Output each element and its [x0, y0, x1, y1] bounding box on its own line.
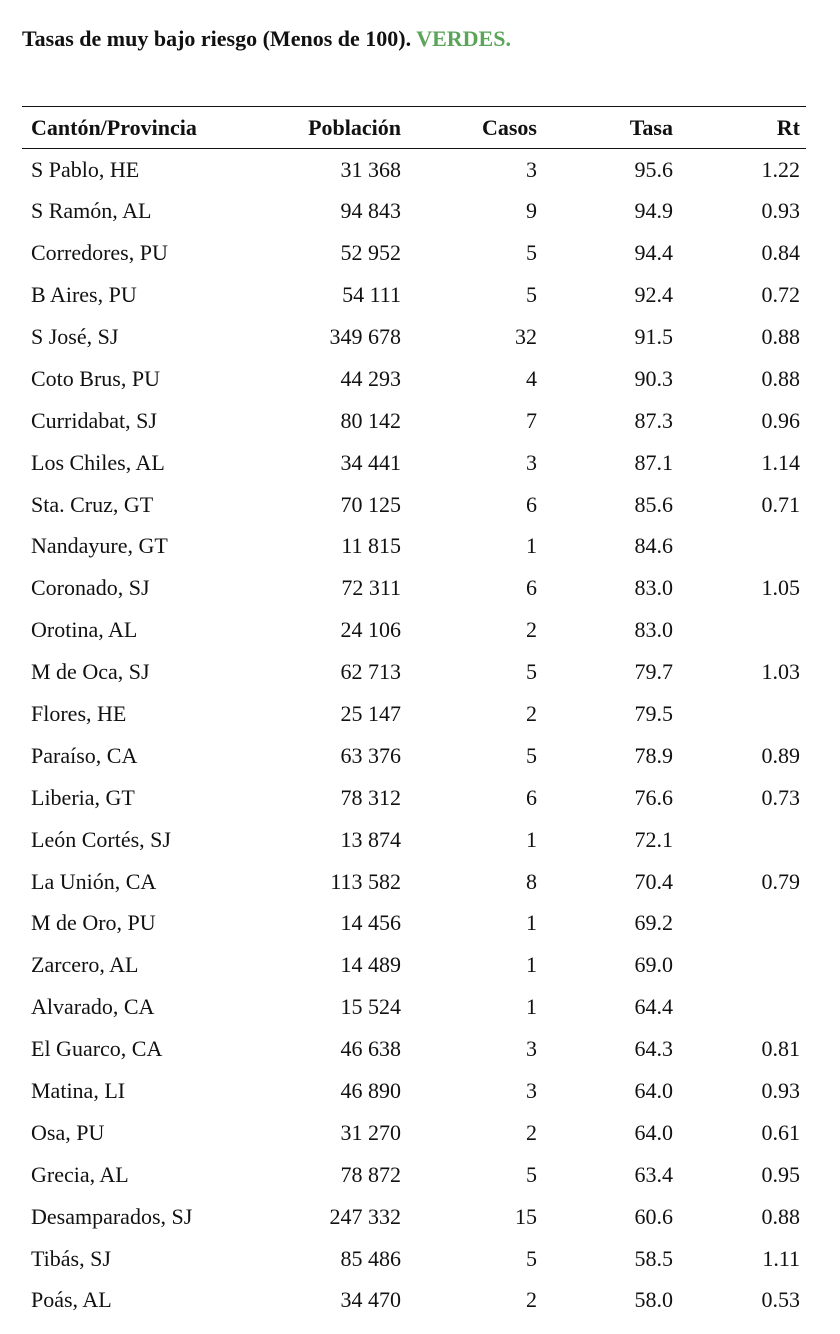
cell-rt: 0.79: [761, 868, 800, 894]
cell-tasa: 69.0: [634, 952, 673, 978]
cell-rt: 0.88: [761, 365, 800, 391]
cell-tasa: 63.4: [634, 1161, 673, 1187]
table-row: [22, 1154, 806, 1196]
cell-canton: M de Oro, PU: [31, 910, 156, 936]
cell-canton: Desamparados, SJ: [31, 1203, 193, 1229]
cell-casos: 1: [526, 910, 537, 936]
cell-rt: 1.11: [762, 1245, 800, 1271]
table-row: [22, 651, 806, 693]
cell-poblacion: 34 470: [340, 1287, 401, 1313]
cell-poblacion: 31 270: [340, 1119, 401, 1145]
cell-canton: M de Oca, SJ: [31, 659, 150, 685]
cell-poblacion: 113 582: [330, 868, 401, 894]
cell-tasa: 58.5: [634, 1245, 673, 1271]
cell-canton: Curridabat, SJ: [31, 407, 157, 433]
cell-rt: [673, 609, 806, 651]
cell-poblacion: 78 312: [340, 784, 401, 810]
cell-canton: La Unión, CA: [31, 868, 157, 894]
header-tasa: Tasa: [537, 107, 673, 149]
cell-casos: 5: [526, 659, 537, 685]
cell-rt: 0.88: [761, 1203, 800, 1229]
table-row: [22, 1238, 806, 1280]
cell-tasa: 85.6: [634, 491, 673, 517]
cell-rt: [673, 819, 806, 861]
header-poblacion: Población: [263, 107, 401, 149]
cell-casos: 5: [526, 742, 537, 768]
cell-tasa: 84.6: [634, 533, 673, 559]
cell-tasa: 72.1: [634, 826, 673, 852]
table-row: [22, 1028, 806, 1070]
cell-rt: 0.89: [761, 742, 800, 768]
cell-canton: Nandayure, GT: [31, 533, 168, 559]
cell-poblacion: 44 293: [340, 365, 401, 391]
cell-tasa: 64.0: [634, 1119, 673, 1145]
cell-casos: 3: [526, 1078, 537, 1104]
table-row: [22, 484, 806, 526]
cell-poblacion: 72 311: [341, 575, 401, 601]
cell-canton: Osa, PU: [31, 1119, 105, 1145]
table-row: [22, 526, 806, 568]
table-row: [22, 358, 806, 400]
cell-casos: 3: [526, 156, 537, 182]
cell-canton: S José, SJ: [31, 324, 119, 349]
cell-rt: 0.95: [761, 1161, 800, 1187]
table-row: [22, 609, 806, 651]
table-row: [22, 819, 806, 861]
title-highlight: VERDES.: [416, 26, 511, 51]
cell-tasa: 64.4: [634, 994, 673, 1020]
cell-canton: Los Chiles, AL: [31, 449, 165, 475]
cell-poblacion: 52 952: [340, 240, 401, 266]
cell-poblacion: 31 368: [340, 156, 401, 182]
cell-rt: 0.71: [761, 491, 800, 517]
cell-rt: 1.03: [761, 659, 800, 685]
cell-casos: 6: [526, 491, 537, 517]
cell-canton: Coronado, SJ: [31, 575, 150, 601]
cell-poblacion: 247 332: [329, 1203, 401, 1229]
header-casos: Casos: [401, 107, 537, 149]
cell-poblacion: 46 638: [340, 1036, 401, 1062]
cell-poblacion: 24 106: [340, 617, 401, 643]
cell-poblacion: 14 489: [340, 952, 401, 978]
cell-tasa: 60.6: [634, 1203, 673, 1229]
table-row: [22, 693, 806, 735]
cell-canton: Poás, AL: [31, 1287, 112, 1313]
cell-rt: 0.81: [761, 1036, 800, 1062]
cell-tasa: 87.1: [634, 449, 673, 475]
cell-tasa: 94.4: [634, 240, 673, 266]
cell-tasa: 70.4: [634, 868, 673, 894]
table-row: [22, 735, 806, 777]
table-row: [22, 442, 806, 484]
cell-rt: [673, 986, 806, 1028]
cell-rt: 0.53: [761, 1287, 800, 1313]
cell-casos: 32: [515, 324, 537, 349]
cell-rt: [673, 526, 806, 568]
cell-casos: 3: [526, 1036, 537, 1062]
cell-tasa: 64.0: [634, 1078, 673, 1104]
cell-poblacion: 46 890: [340, 1078, 401, 1104]
cell-tasa: 90.3: [634, 365, 673, 391]
cell-canton: Grecia, AL: [31, 1161, 129, 1187]
cell-poblacion: 62 713: [340, 659, 401, 685]
cell-poblacion: 54 111: [342, 282, 401, 308]
table-row: [22, 777, 806, 819]
cell-poblacion: 78 872: [340, 1161, 401, 1187]
table-body: [22, 149, 806, 1322]
cell-canton: Flores, HE: [31, 701, 127, 727]
table-row: [22, 232, 806, 274]
cell-casos: 5: [526, 240, 537, 266]
cell-rt: 0.72: [761, 282, 800, 308]
cell-rt: 0.93: [761, 1078, 800, 1104]
cell-tasa: 91.5: [634, 324, 673, 349]
cell-tasa: 79.7: [634, 659, 673, 685]
cell-casos: 2: [526, 701, 537, 727]
cell-casos: 6: [526, 575, 537, 601]
table-row: [22, 400, 806, 442]
cell-casos: 8: [526, 868, 537, 894]
table-title: [22, 26, 511, 52]
cell-casos: 7: [526, 407, 537, 433]
table-row: [22, 1280, 806, 1322]
table-row: [22, 1112, 806, 1154]
cell-tasa: 92.4: [634, 282, 673, 308]
table-row: [22, 316, 806, 358]
cell-rt: 0.88: [761, 324, 800, 349]
cell-canton: S Ramón, AL: [31, 198, 152, 224]
cell-tasa: 69.2: [634, 910, 673, 936]
cell-canton: Alvarado, CA: [31, 994, 155, 1020]
cell-tasa: 58.0: [634, 1287, 673, 1313]
cell-casos: 15: [515, 1203, 537, 1229]
table-row: [22, 944, 806, 986]
cell-rt: 1.14: [761, 449, 800, 475]
cell-tasa: 78.9: [634, 742, 673, 768]
table-row: [22, 274, 806, 316]
cell-canton: Tibás, SJ: [31, 1245, 111, 1271]
cell-rt: 0.73: [761, 784, 800, 810]
cell-canton: Zarcero, AL: [31, 952, 139, 978]
table-row: [22, 1070, 806, 1112]
cell-poblacion: 13 874: [340, 826, 401, 852]
table-row: [22, 567, 806, 609]
cell-poblacion: 349 678: [329, 324, 401, 349]
cell-tasa: 76.6: [634, 784, 673, 810]
cell-casos: 2: [526, 1287, 537, 1313]
cell-rt: 1.05: [761, 575, 800, 601]
cell-rt: 0.61: [761, 1119, 800, 1145]
cell-casos: 2: [526, 1119, 537, 1145]
cell-rt: [673, 944, 806, 986]
cell-poblacion: 80 142: [340, 407, 401, 433]
cell-poblacion: 94 843: [340, 198, 401, 224]
cell-casos: 5: [526, 282, 537, 308]
cell-rt: 0.96: [761, 407, 800, 433]
table-row: [22, 903, 806, 945]
cell-rt: 1.22: [761, 156, 800, 182]
cell-poblacion: 63 376: [340, 742, 401, 768]
cell-tasa: 83.0: [634, 575, 673, 601]
cell-poblacion: 15 524: [340, 994, 401, 1020]
cell-tasa: 79.5: [634, 701, 673, 727]
cell-casos: 2: [526, 617, 537, 643]
cell-tasa: 95.6: [634, 156, 673, 182]
cell-casos: 1: [526, 952, 537, 978]
cell-casos: 3: [526, 449, 537, 475]
cell-canton: Orotina, AL: [31, 617, 138, 643]
cell-tasa: 83.0: [634, 617, 673, 643]
cell-tasa: 64.3: [634, 1036, 673, 1062]
cell-canton: Liberia, GT: [31, 784, 135, 810]
cell-poblacion: 70 125: [340, 491, 401, 517]
cell-poblacion: 14 456: [340, 910, 401, 936]
cell-poblacion: 25 147: [340, 701, 401, 727]
table-row: [22, 1196, 806, 1238]
cell-canton: S Pablo, HE: [31, 156, 140, 182]
cell-casos: 1: [526, 826, 537, 852]
cell-poblacion: 11 815: [341, 533, 401, 559]
cell-casos: 1: [526, 994, 537, 1020]
table-row: [22, 149, 806, 191]
cell-canton: El Guarco, CA: [31, 1036, 163, 1062]
cell-casos: 1: [526, 533, 537, 559]
table-row: [22, 190, 806, 232]
cell-poblacion: 34 441: [340, 449, 401, 475]
title-main: Tasas de muy bajo riesgo (Menos de 100).: [22, 26, 412, 51]
risk-table: [22, 106, 806, 1321]
table-row: [22, 986, 806, 1028]
cell-rt: [673, 693, 806, 735]
cell-canton: Coto Brus, PU: [31, 365, 160, 391]
cell-casos: 5: [526, 1245, 537, 1271]
cell-poblacion: 85 486: [340, 1245, 401, 1271]
cell-casos: 6: [526, 784, 537, 810]
cell-casos: 9: [526, 198, 537, 224]
header-canton: Cantón/Provincia: [22, 107, 263, 149]
cell-canton: León Cortés, SJ: [31, 826, 171, 852]
cell-tasa: 87.3: [634, 407, 673, 433]
cell-canton: Matina, LI: [31, 1078, 126, 1104]
cell-canton: B Aires, PU: [31, 282, 137, 308]
cell-rt: [673, 903, 806, 945]
table-header-row: [22, 107, 806, 149]
cell-casos: 5: [526, 1161, 537, 1187]
cell-rt: 0.93: [761, 198, 800, 224]
cell-canton: Paraíso, CA: [31, 742, 138, 768]
cell-rt: 0.84: [761, 240, 800, 266]
cell-casos: 4: [526, 365, 537, 391]
table-row: [22, 861, 806, 903]
cell-canton: Corredores, PU: [31, 240, 168, 266]
header-rt: Rt: [673, 107, 806, 149]
cell-tasa: 94.9: [634, 198, 673, 224]
cell-canton: Sta. Cruz, GT: [31, 491, 154, 517]
